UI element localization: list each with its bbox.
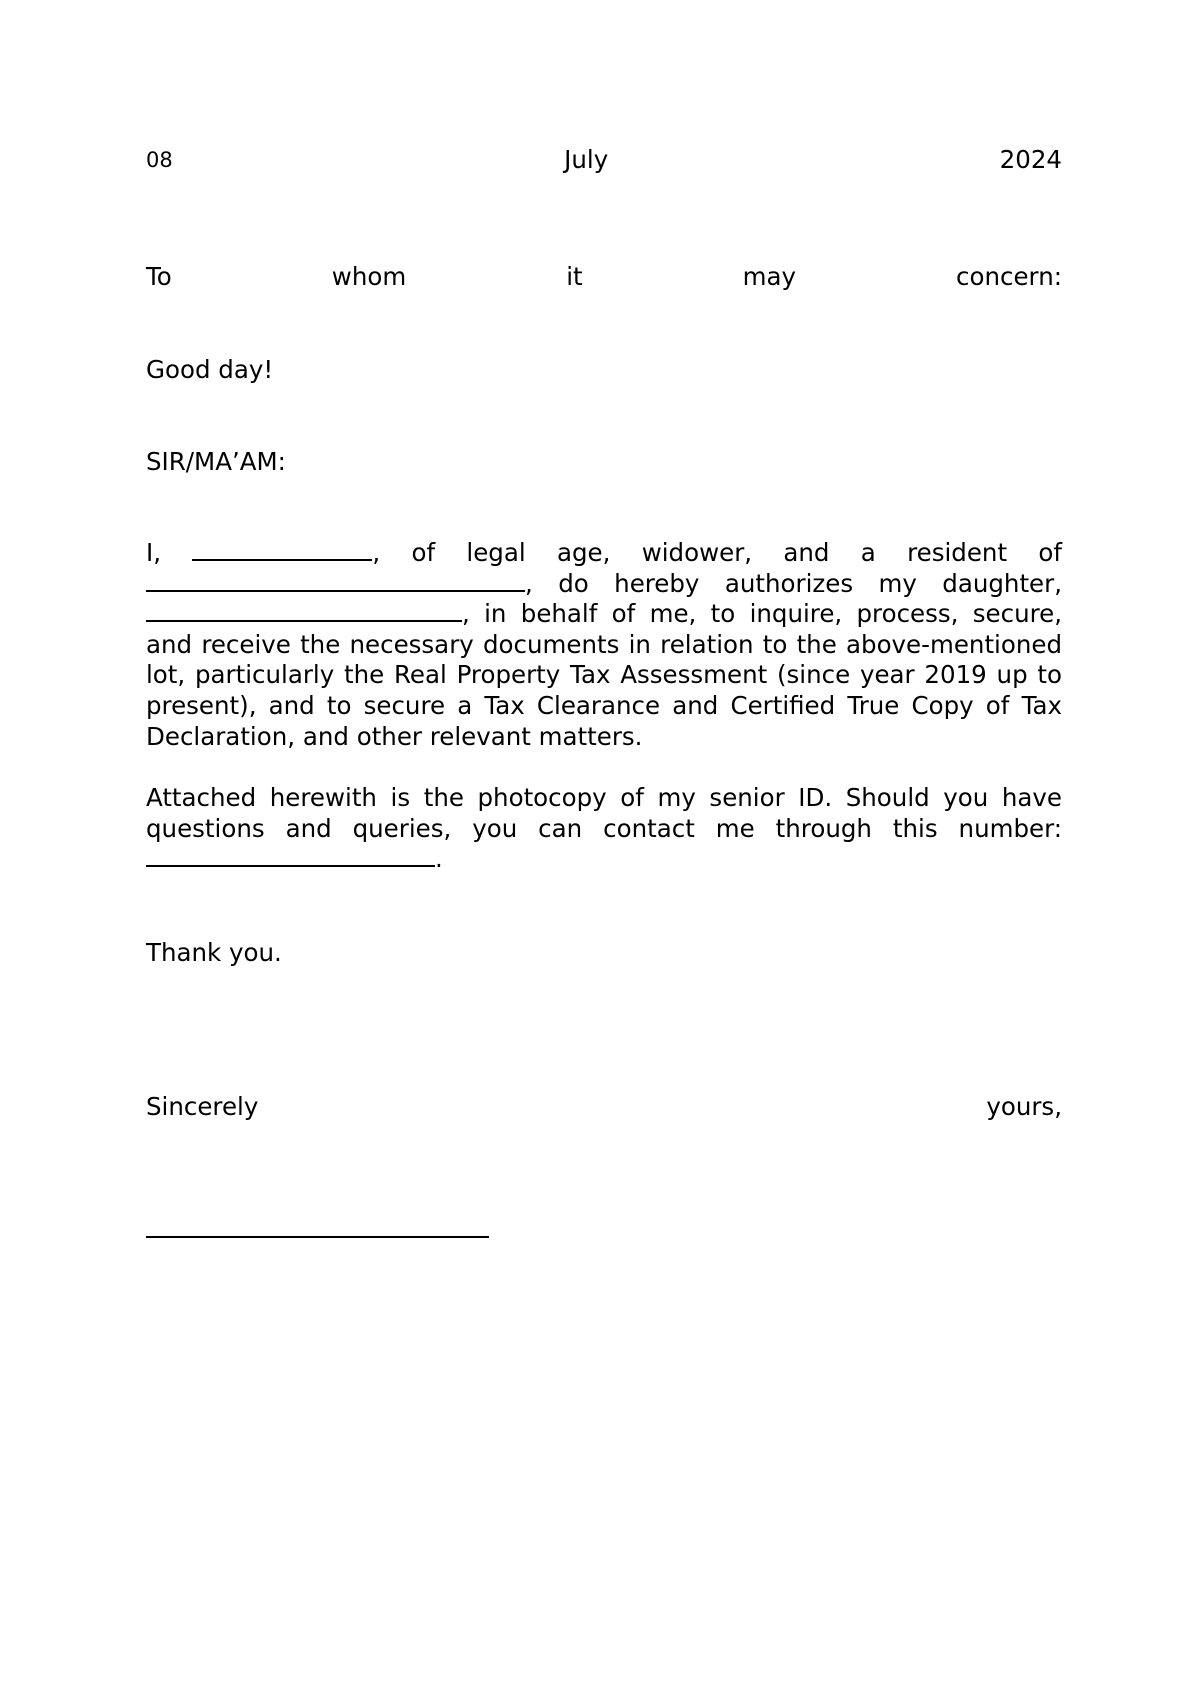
salutation-word: concern: bbox=[956, 262, 1062, 291]
date-line bbox=[146, 145, 1062, 176]
paragraph-text: , in behalf of me, to inquire, process, secure, and receive the necessary documents in relation to the above-mentioned lot, particularly the Real Property Tax Assessment (since year 2019 up to present), and to secure a Tax Clearance and Certified True Copy of Tax Declaration, and other relevant matters. bbox=[146, 599, 1062, 751]
thank-you-line: Thank you. bbox=[146, 938, 282, 967]
sir-maam-heading: SIR/MA’AM: bbox=[146, 447, 286, 476]
daughter-name-blank bbox=[146, 600, 462, 622]
name-blank bbox=[192, 539, 372, 561]
date-day: 08 bbox=[146, 148, 173, 172]
greeting: Good day! bbox=[146, 355, 274, 384]
salutation-word: To bbox=[146, 262, 172, 291]
signature-line bbox=[146, 1236, 489, 1238]
paragraph-end: . bbox=[435, 844, 443, 874]
phone-number-blank bbox=[146, 845, 435, 867]
authorization-paragraph bbox=[146, 538, 1062, 752]
closing-left: Sincerely bbox=[146, 1092, 259, 1121]
paragraph-text: , do hereby authorizes my daughter, bbox=[525, 568, 1062, 598]
paragraph-text: I, bbox=[146, 538, 162, 567]
address-blank bbox=[146, 570, 525, 592]
contact-paragraph bbox=[146, 783, 1062, 875]
date-year: 2024 bbox=[999, 145, 1062, 174]
salutation-line bbox=[146, 262, 1062, 293]
paragraph-text: Attached herewith is the photocopy of my senior ID. Should you have questions and queries, you can contact me through this number: bbox=[146, 783, 1062, 843]
salutation-word: whom bbox=[331, 262, 407, 291]
paragraph-text: , of legal age, widower, and a resident of bbox=[372, 538, 1062, 567]
closing-right: yours, bbox=[986, 1092, 1062, 1121]
salutation-word: it bbox=[566, 262, 583, 291]
salutation-word: may bbox=[742, 262, 797, 291]
closing-line bbox=[146, 1092, 1062, 1123]
date-month: July bbox=[564, 145, 609, 174]
